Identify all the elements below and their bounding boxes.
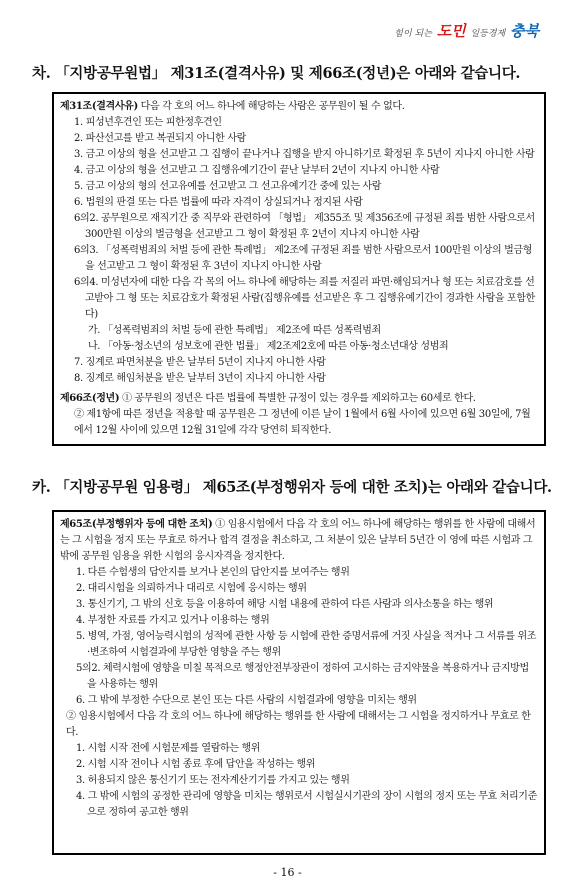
page-number: - 16 - [273, 866, 302, 879]
list-item: 가. 「성폭력범죄의 처벌 등에 관한 특례법」 제2조에 따른 성폭력범죄 [88, 325, 381, 336]
article-66-p2: ② 제1항에 따른 정년을 적용할 때 공무원은 그 정년에 이른 날이 1월에서 6월 사이에 있으면 6월 30일에, 7월에서 12월 사이에 있으면 12월 31일에 각각 당연히 퇴직한다. [74, 409, 531, 436]
list-item: 6. 그 밖에 부정한 수단으로 본인 또는 다른 사람의 시험결과에 영향을 미치는 행위 [76, 695, 417, 706]
article-65-intro-text: ① 임용시험에서 다음 각 호의 어느 하나에 해당하는 행위를 한 사람에 대해서는 그 시험을 정지 또는 무효로 하거나 합격 결정을 취소하고, 그 처분이 있은 날부터 5년간 이 영에 따른 시험과 그 밖에 공무원 임용을 위한 시험의 응시자격을 정지한다. [60, 519, 536, 562]
law-box-article-65 [52, 510, 546, 855]
article-31-title: 제31조(결격사유) [60, 101, 138, 112]
list-item: 1. 피성년후견인 또는 피한정후견인 [74, 117, 222, 128]
list-item: 1. 시험 시작 전에 시험문제를 열람하는 행위 [76, 743, 261, 754]
list-item: 6의3. 「성폭력범죄의 처벌 등에 관한 특례법」 제2조에 규정된 죄를 범한 사람으로서 100만원 이상의 벌금형을 선고받고 그 형이 확정된 후 3년이 지나지 아니한 사람 [74, 245, 533, 272]
list-item: 3. 금고 이상의 형을 선고받고 그 집행이 끝나거나 집행을 받지 아니하기로 확정된 후 5년이 지나지 아니한 사람 [74, 149, 535, 160]
list-item: 7. 징계로 파면처분을 받은 날부터 5년이 지나지 아니한 사람 [74, 357, 326, 368]
logo-prefix: 힘이 되는 [394, 29, 432, 39]
list-item: 8. 징계로 해임처분을 받은 날부터 3년이 지나지 아니한 사람 [74, 373, 326, 384]
list-item: 2. 대리시험을 의뢰하거나 대리로 시험에 응시하는 행위 [76, 583, 307, 594]
law-box-article-31-66 [52, 92, 546, 446]
article-65-items-1 [60, 565, 538, 709]
list-item: 3. 통신기기, 그 밖의 신호 등을 이용하여 해당 시험 내용에 관하여 다른 사람과 의사소통을 하는 행위 [76, 599, 494, 610]
list-item: 나. 「아동·청소년의 성보호에 관한 법률」 제2조제2호에 따른 아동·청소년대상 성범죄 [88, 341, 449, 352]
article-31-intro-text: 다음 각 호의 어느 하나에 해당하는 사람은 공무원이 될 수 없다. [137, 101, 405, 112]
header-logo [394, 20, 539, 41]
list-item: 2. 시험 시작 전이나 시험 종료 후에 답안을 작성하는 행위 [76, 759, 316, 770]
list-item: 5의2. 체력시험에 영향을 미칠 목적으로 행정안전부장관이 정하여 고시하는 금지약물을 복용하거나 금지방법을 사용하는 행위 [76, 663, 529, 690]
list-item: 6의4. 미성년자에 대한 다음 각 목의 어느 하나에 해당하는 죄를 저질러 파면·해임되거나 형 또는 치료감호를 선고받아 그 형 또는 치료감호가 확정된 사람(집행유예를 선고받은 후 그 집행유예기간이 경과한 사람을 포함한다) [74, 277, 535, 320]
section-cha-heading: 차. 「지방공무원법」 제31조(결격사유) 및 제66조(정년)은 아래와 같습니다. [32, 65, 521, 82]
list-item: 4. 금고 이상의 형을 선고받고 그 집행유예기간이 끝난 날부터 2년이 지나지 아니한 사람 [74, 165, 440, 176]
article-65-intro [60, 517, 538, 565]
article-65-p2: ② 임용시험에서 다음 각 호의 어느 하나에 해당하는 행위를 한 사람에 대해서는 그 시험을 정지하거나 무효로 한다. [66, 711, 531, 738]
list-item: 2. 파산선고를 받고 복권되지 아니한 사람 [74, 133, 246, 144]
list-item: 1. 다른 수험생의 답안지를 보거나 본인의 답안지를 보여주는 행위 [76, 567, 350, 578]
list-item: 4. 그 밖에 시험의 공정한 관리에 영향을 미치는 행위로서 시험실시기관의 장이 시험의 정지 또는 무효 처리기준으로 정하여 공고한 행위 [76, 791, 537, 818]
list-item: 5. 금고 이상의 형의 선고유예를 선고받고 그 선고유예기간 중에 있는 사람 [74, 181, 382, 192]
list-item: 6의2. 공무원으로 재직기간 중 직무와 관련하여 「형법」 제355조 및 제356조에 규정된 죄를 범한 사람으로서 300만원 이상의 벌금형을 선고받고 그 형이 확정된 후 2년이 지나지 아니한 사람 [74, 213, 535, 240]
logo-region: 충북 [510, 22, 539, 40]
list-item: 4. 부정한 자료를 가지고 있거나 이용하는 행위 [76, 615, 270, 626]
article-31-items [60, 115, 538, 387]
article-66-p1 [60, 391, 538, 407]
list-item: 6. 법원의 판결 또는 다른 법률에 따라 자격이 상실되거나 정지된 사람 [74, 197, 363, 208]
article-31-intro [60, 99, 538, 115]
article-65-title: 제65조(부정행위자 등에 대한 조치) [60, 519, 213, 530]
logo-mid: 도민 [436, 22, 466, 40]
list-item: 5. 병역, 가점, 영어능력시험의 성적에 관한 사항 등 시험에 관한 증명서류에 거짓 사실을 적거나 그 서류를 위조·변조하여 시험결과에 부당한 영향을 주는 행위 [76, 631, 537, 658]
logo-rest: 일등경제 [470, 29, 506, 39]
article-66-p1-text: ① 공무원의 정년은 다른 법률에 특별한 규정이 있는 경우를 제외하고는 60세로 한다. [119, 393, 476, 404]
section-ka-heading: 카. 「지방공무원 임용령」 제65조(부정행위자 등에 대한 조치)는 아래와 같습니다. [32, 479, 552, 496]
list-item: 3. 허용되지 않은 통신기기 또는 전자계산기기를 가지고 있는 행위 [76, 775, 350, 786]
article-66-title: 제66조(정년) [60, 393, 120, 404]
article-65-items-2 [60, 741, 538, 821]
